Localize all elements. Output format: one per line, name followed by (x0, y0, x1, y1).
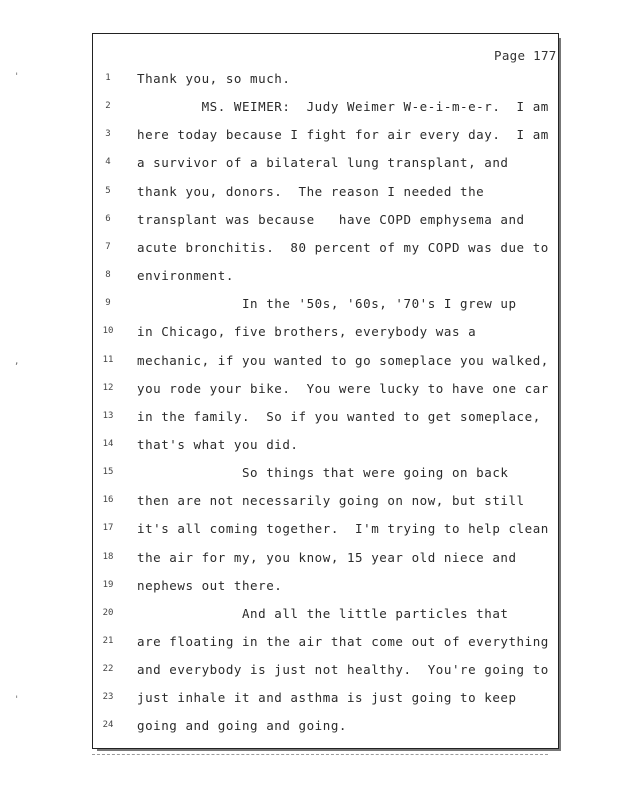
line-number: 7 (105, 242, 111, 252)
line-number: 22 (102, 664, 114, 674)
line-number: 2 (105, 101, 111, 111)
line-number: 12 (102, 383, 114, 393)
transcript-line: in the family. So if you wanted to get someplace, (137, 409, 541, 424)
transcript-line: And all the little particles that (137, 606, 509, 621)
line-number: 16 (102, 495, 114, 505)
transcript-line: nephews out there. (137, 578, 283, 593)
transcript-line: then are not necessarily going on now, but still (137, 493, 525, 508)
transcript-line: you rode your bike. You were lucky to have one car (137, 381, 549, 396)
transcript-line: that's what you did. (137, 437, 299, 452)
line-number: 5 (105, 186, 111, 196)
page-number: Page 177 (494, 48, 557, 63)
line-number: 23 (102, 692, 114, 702)
transcript-line: environment. (137, 268, 234, 283)
margin-mark: , (14, 357, 20, 367)
transcript-line: MS. WEIMER: Judy Weimer W-e-i-m-e-r. I am (137, 99, 549, 114)
line-number: 20 (102, 608, 114, 618)
transcript-line: Thank you, so much. (137, 71, 291, 86)
transcript-line: transplant was because have COPD emphysema and (137, 212, 525, 227)
transcript-line: it's all coming together. I'm trying to help clean (137, 521, 549, 536)
line-number: 24 (102, 720, 114, 730)
transcript-line: and everybody is just not healthy. You're going to (137, 662, 549, 677)
transcript-line: just inhale it and asthma is just going to keep (137, 690, 517, 705)
line-number: 17 (102, 523, 114, 533)
line-number: 21 (102, 636, 114, 646)
margin-mark: ' (14, 695, 20, 705)
transcript-line: here today because I fight for air every day. I am (137, 127, 549, 142)
line-number: 10 (102, 326, 114, 336)
transcript-line: In the '50s, '60s, '70's I grew up (137, 296, 517, 311)
line-number: 14 (102, 439, 114, 449)
line-number: 6 (105, 214, 111, 224)
transcript-line: mechanic, if you wanted to go someplace you walked, (137, 353, 549, 368)
bottom-rule (92, 754, 548, 755)
frame-shadow-right (559, 38, 561, 751)
line-number: 8 (105, 270, 111, 280)
frame-shadow-bottom (97, 749, 561, 751)
line-number: 9 (105, 298, 111, 308)
transcript-line: acute bronchitis. 80 percent of my COPD was due to (137, 240, 549, 255)
line-number: 19 (102, 580, 114, 590)
line-number: 3 (105, 129, 111, 139)
transcript-line: the air for my, you know, 15 year old niece and (137, 550, 517, 565)
line-number: 4 (105, 157, 111, 167)
transcript-line: thank you, donors. The reason I needed the (137, 184, 485, 199)
line-number: 13 (102, 411, 114, 421)
margin-mark: ' (14, 72, 20, 82)
line-number: 15 (102, 467, 114, 477)
transcript-line: going and going and going. (137, 718, 347, 733)
transcript-line: are floating in the air that come out of everything (137, 634, 549, 649)
line-number: 18 (102, 552, 114, 562)
transcript-line: So things that were going on back (137, 465, 509, 480)
line-number: 1 (105, 73, 111, 83)
transcript-line: a survivor of a bilateral lung transplant, and (137, 155, 509, 170)
line-number: 11 (102, 355, 114, 365)
transcript-line: in Chicago, five brothers, everybody was a (137, 324, 477, 339)
